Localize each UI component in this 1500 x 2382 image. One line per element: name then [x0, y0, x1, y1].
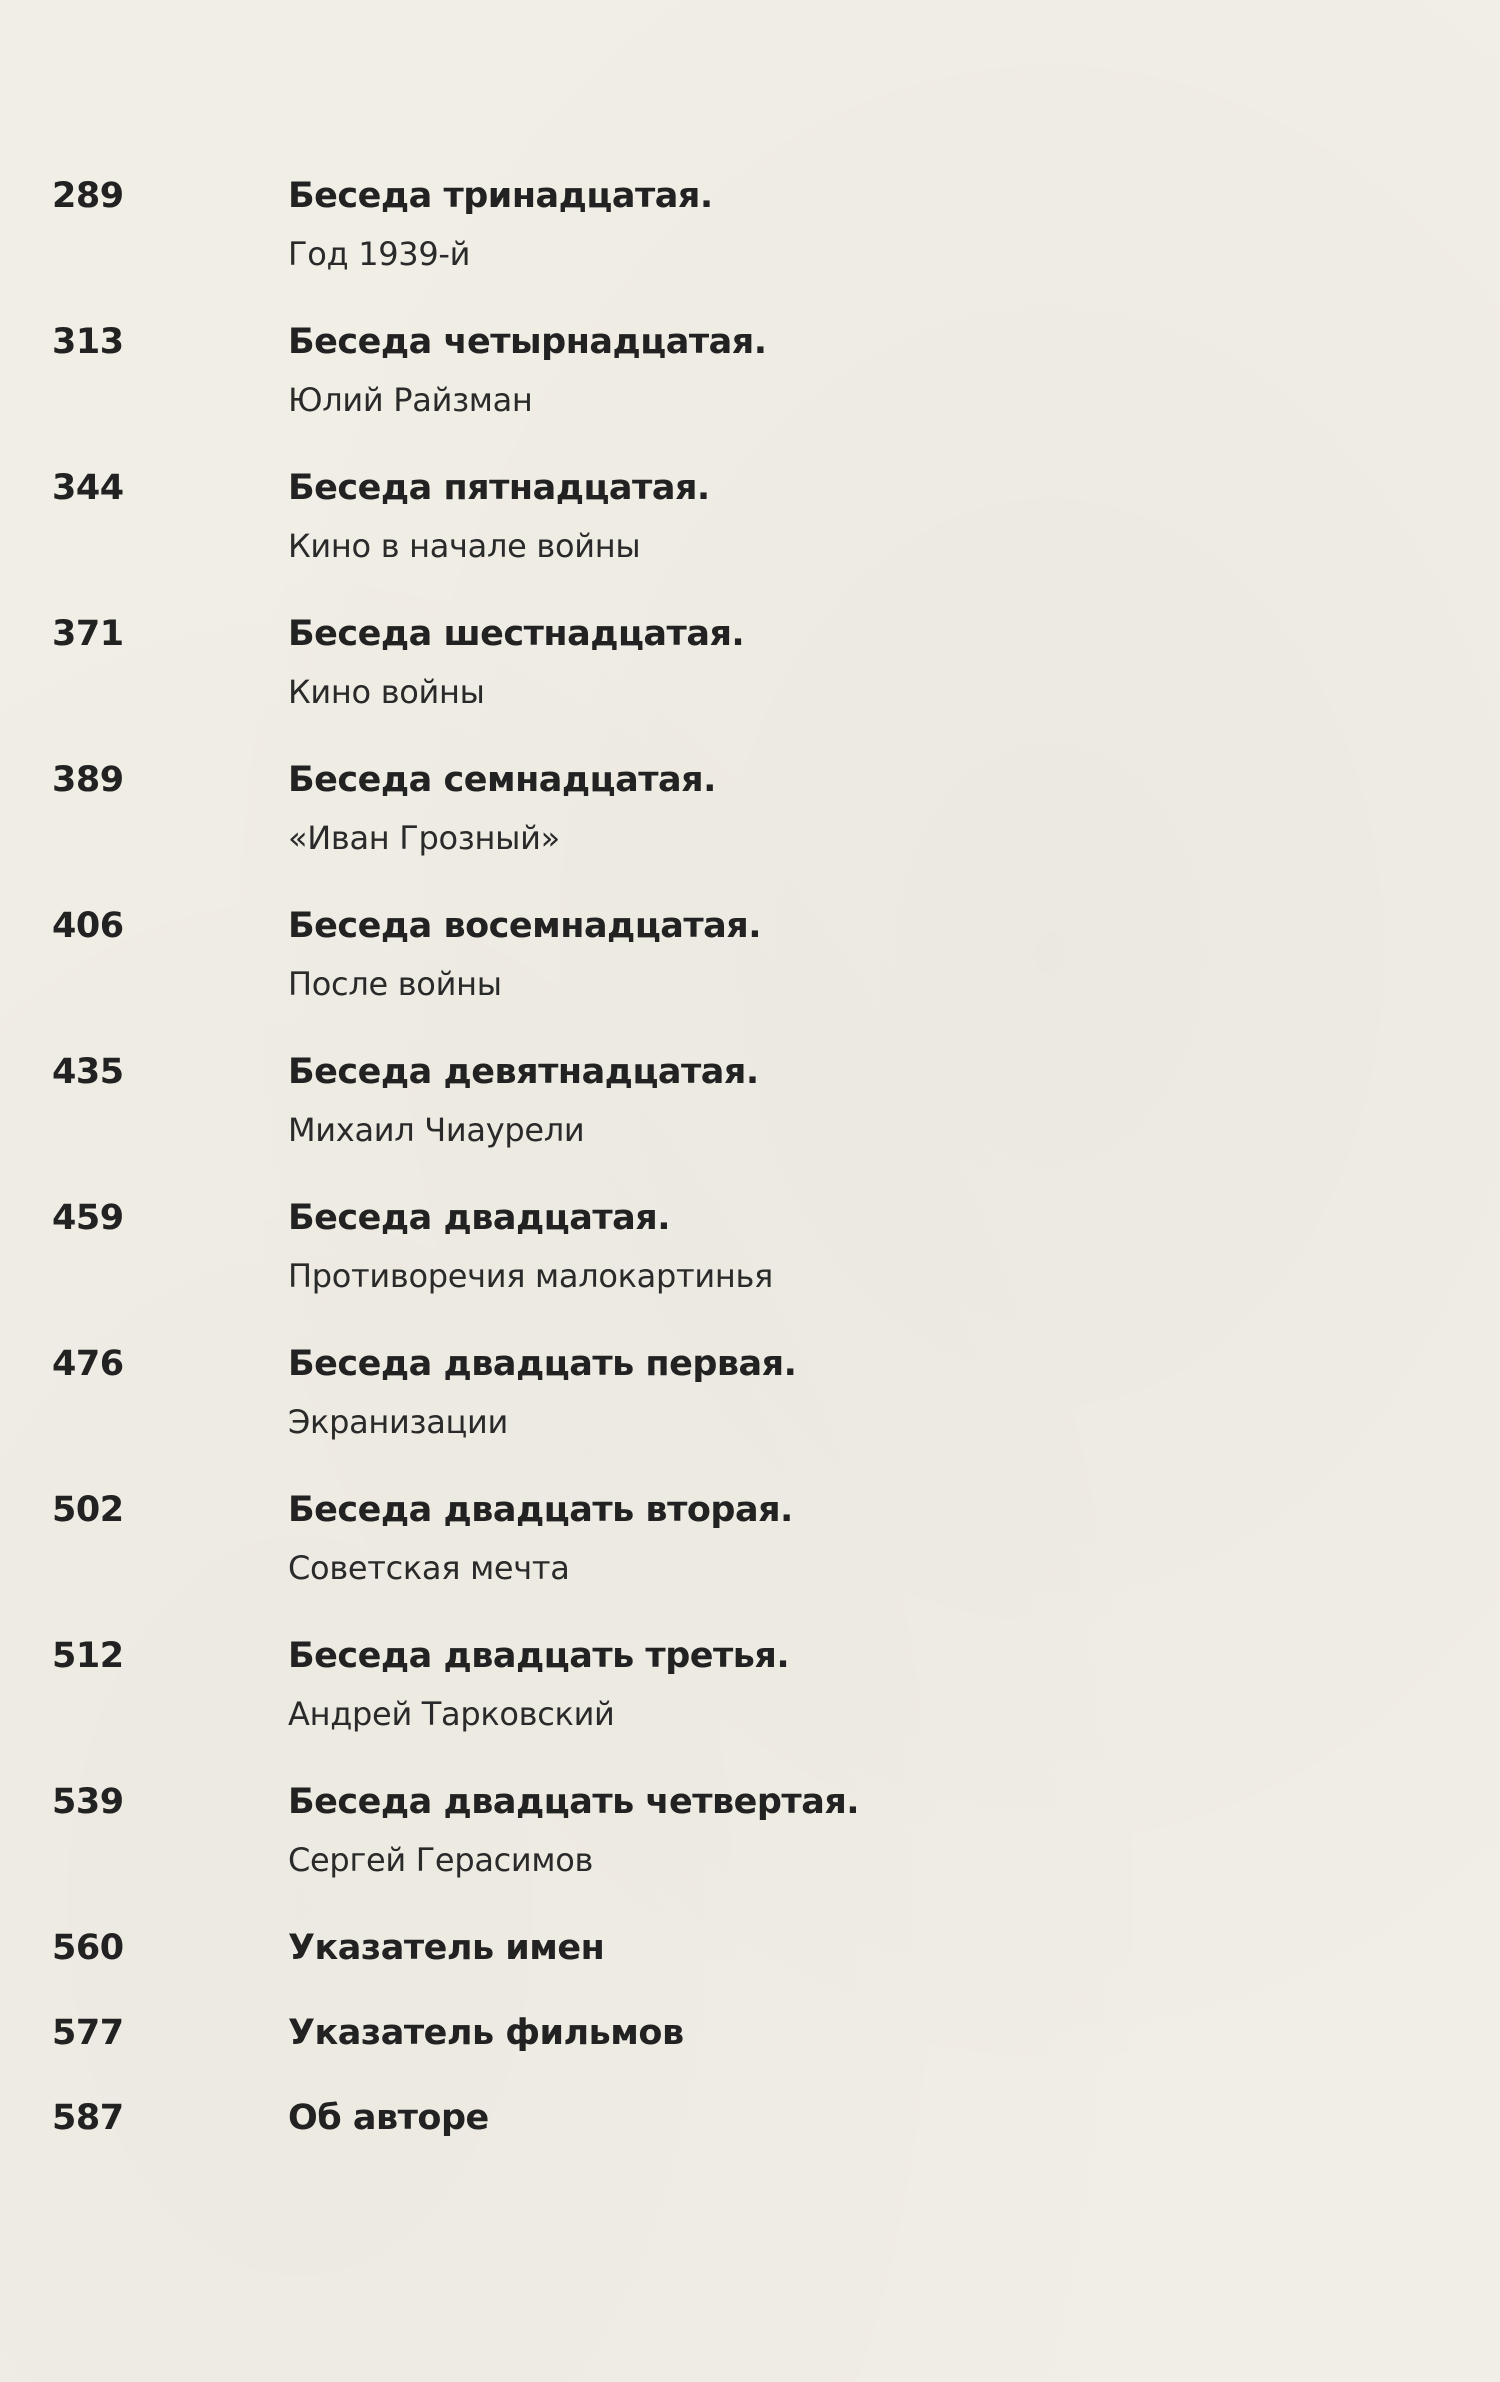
toc-entry [52, 2092, 1352, 2177]
toc-entry-subtitle: Год 1939-й [288, 235, 471, 273]
toc-entry-title: Беседа семнадцатая. [288, 760, 716, 800]
toc-entry-text [288, 754, 1352, 860]
toc-entry-title: Беседа шестнадцатая. [288, 614, 745, 654]
toc-entry-text [288, 170, 1352, 276]
toc-page-number: 344 [52, 468, 124, 508]
toc-entry [52, 1776, 1352, 1922]
toc-page-number: 502 [52, 1490, 124, 1530]
toc-entry-text [288, 1046, 1352, 1152]
toc-entry-subtitle: Андрей Тарковский [288, 1695, 615, 1733]
toc-entry-subtitle: Сергей Герасимов [288, 1841, 594, 1879]
toc-entry [52, 1922, 1352, 2007]
toc-entry [52, 900, 1352, 1046]
toc-entry [52, 170, 1352, 316]
toc-entry-subtitle: «Иван Грозный» [288, 819, 560, 857]
toc-entry [52, 1192, 1352, 1338]
toc-entry-title: Беседа двадцатая. [288, 1198, 671, 1238]
toc-entry-title: Беседа двадцать четвертая. [288, 1782, 860, 1822]
toc-entry [52, 1046, 1352, 1192]
toc-entry-text [288, 1192, 1352, 1298]
toc-entry-subtitle: Михаил Чиаурели [288, 1111, 585, 1149]
toc-page-number: 371 [52, 614, 124, 654]
toc-page-number: 539 [52, 1782, 124, 1822]
toc-entry [52, 316, 1352, 462]
toc-entry-text [288, 2007, 1352, 2059]
toc-entry-text [288, 1630, 1352, 1736]
toc-page-number: 459 [52, 1198, 124, 1238]
toc-page-number: 406 [52, 906, 124, 946]
toc-entry-text [288, 900, 1352, 1006]
toc-page-number: 289 [52, 176, 124, 216]
table-of-contents [52, 170, 1352, 2177]
toc-entry-title: Беседа восемнадцатая. [288, 906, 762, 946]
toc-entry [52, 462, 1352, 608]
toc-entry-subtitle: Экранизации [288, 1403, 509, 1441]
toc-entry-title: Беседа четырнадцатая. [288, 322, 767, 362]
toc-entry [52, 754, 1352, 900]
toc-entry-text [288, 316, 1352, 422]
toc-page-number: 389 [52, 760, 124, 800]
toc-entry [52, 608, 1352, 754]
toc-entry [52, 1484, 1352, 1630]
toc-entry-subtitle: После войны [288, 965, 502, 1003]
toc-entry-title: Указатель имен [288, 1928, 605, 1968]
toc-page-number: 476 [52, 1344, 124, 1384]
toc-entry [52, 1630, 1352, 1776]
toc-entry-text [288, 1776, 1352, 1882]
toc-entry [52, 1338, 1352, 1484]
toc-entry-title: Беседа пятнадцатая. [288, 468, 710, 508]
toc-entry-title: Беседа двадцать третья. [288, 1636, 790, 1676]
toc-page-number: 587 [52, 2098, 124, 2138]
toc-entry-subtitle: Противоречия малокартинья [288, 1257, 773, 1295]
toc-entry-text [288, 462, 1352, 568]
toc-entry-text [288, 608, 1352, 714]
toc-entry-subtitle: Кино войны [288, 673, 485, 711]
toc-entry-text [288, 1338, 1352, 1444]
toc-entry-title: Беседа тринадцатая. [288, 176, 713, 216]
toc-page-number: 435 [52, 1052, 124, 1092]
toc-entry-subtitle: Советская мечта [288, 1549, 570, 1587]
toc-page-number: 313 [52, 322, 124, 362]
toc-entry [52, 2007, 1352, 2092]
toc-entry-title: Беседа двадцать вторая. [288, 1490, 793, 1530]
toc-entry-subtitle: Юлий Райзман [288, 381, 533, 419]
toc-page-number: 577 [52, 2013, 124, 2053]
toc-entry-title: Беседа девятнадцатая. [288, 1052, 759, 1092]
toc-entry-text [288, 1922, 1352, 1974]
toc-entry-text [288, 1484, 1352, 1590]
toc-entry-title: Беседа двадцать первая. [288, 1344, 797, 1384]
toc-entry-subtitle: Кино в начале войны [288, 527, 641, 565]
toc-page-number: 560 [52, 1928, 124, 1968]
toc-entry-title: Указатель фильмов [288, 2013, 684, 2053]
toc-entry-text [288, 2092, 1352, 2144]
toc-page-number: 512 [52, 1636, 124, 1676]
toc-entry-title: Об авторе [288, 2098, 489, 2138]
